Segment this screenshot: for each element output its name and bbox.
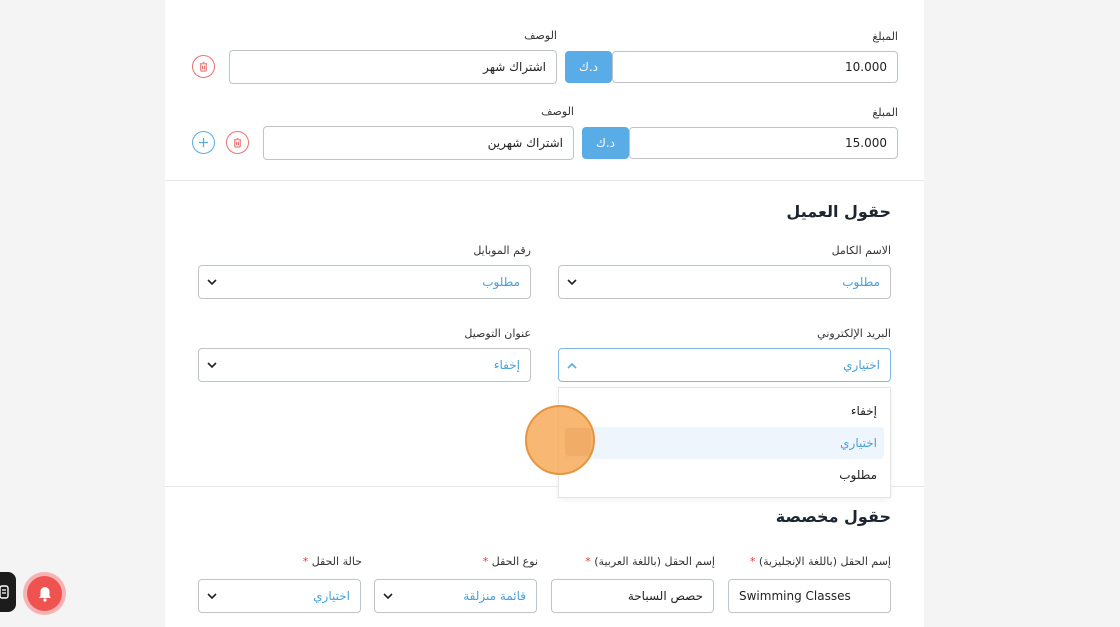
dropdown-option-optional[interactable]: اختياري (840, 436, 877, 450)
delivery-address-value: إخفاء (493, 358, 520, 372)
customer-fields-title: حقول العميل (786, 202, 891, 221)
delivery-address-label: عنوان التوصيل (464, 327, 531, 340)
field-name-en-input[interactable]: Swimming Classes (728, 579, 891, 613)
field-type-label (483, 555, 538, 568)
full-name-select[interactable] (558, 265, 891, 299)
delivery-address-select[interactable] (198, 348, 531, 382)
trash-icon (232, 137, 243, 148)
description-input-1[interactable]: اشتراك شهر (229, 50, 557, 84)
bell-icon (36, 585, 54, 603)
mobile-value: مطلوب (482, 275, 520, 289)
required-mark: * (482, 555, 489, 568)
required-mark: * (585, 555, 591, 568)
click-indicator (525, 405, 595, 475)
field-status-label (303, 555, 362, 568)
side-widget-tab[interactable] (0, 572, 16, 612)
email-label: البريد الإلكتروني (817, 327, 891, 340)
field-type-select[interactable] (374, 579, 537, 613)
field-name-ar-label-text: إسم الحقل (باللغة العربية) (594, 555, 715, 568)
amount-label-2: المبلغ (872, 106, 898, 119)
amount-input-1[interactable]: 10.000 (612, 51, 898, 83)
field-name-en-label-text: إسم الحقل (باللغة الإنجليزية) (758, 555, 891, 568)
amount-input-2[interactable]: 15.000 (629, 127, 898, 159)
chevron-down-icon (207, 580, 217, 612)
trash-icon (198, 61, 209, 72)
chevron-down-icon (567, 266, 577, 298)
field-type-label-text: نوع الحقل (491, 555, 538, 568)
notification-bell-container (27, 576, 62, 611)
add-row-button[interactable] (192, 131, 215, 154)
mobile-label: رقم الموبايل (473, 244, 531, 257)
field-name-ar-label (585, 555, 715, 568)
delete-row-button-2[interactable] (226, 131, 249, 154)
chat-icon (0, 584, 10, 600)
full-name-value: مطلوب (842, 275, 880, 289)
option-highlight (565, 427, 884, 459)
section-divider (165, 180, 924, 181)
chevron-down-icon (207, 266, 217, 298)
currency-badge-2: د.ك (582, 127, 629, 159)
chevron-down-icon (207, 349, 217, 381)
description-label-1: الوصف (524, 29, 557, 42)
form-panel (165, 0, 924, 627)
custom-fields-title: حقول مخصصة (775, 507, 891, 526)
full-name-label: الاسم الكامل (831, 244, 891, 257)
notification-button[interactable] (23, 572, 66, 615)
required-mark: * (749, 555, 756, 568)
field-name-ar-input[interactable]: حصص السباحة (551, 579, 714, 613)
plus-icon (198, 137, 209, 148)
mobile-select[interactable] (198, 265, 531, 299)
email-select[interactable] (558, 348, 891, 382)
field-status-value: اختياري (313, 589, 350, 603)
email-value: اختياري (843, 358, 880, 372)
amount-label-1: المبلغ (872, 30, 898, 43)
email-dropdown-list (558, 387, 891, 498)
delete-row-button-1[interactable] (192, 55, 215, 78)
description-input-2[interactable]: اشتراك شهرين (263, 126, 574, 160)
description-label-2: الوصف (541, 105, 574, 118)
field-name-en-label (750, 555, 891, 568)
currency-badge-1: د.ك (565, 51, 612, 83)
required-mark: * (302, 555, 309, 568)
dropdown-option-hide[interactable]: إخفاء (850, 404, 877, 418)
chevron-down-icon (383, 580, 393, 612)
field-status-select[interactable] (198, 579, 361, 613)
chevron-up-icon (567, 349, 577, 381)
field-type-value: قائمة منزلقة (463, 589, 526, 603)
field-status-label-text: حالة الحقل (311, 555, 362, 568)
dropdown-option-required[interactable]: مطلوب (839, 468, 877, 482)
